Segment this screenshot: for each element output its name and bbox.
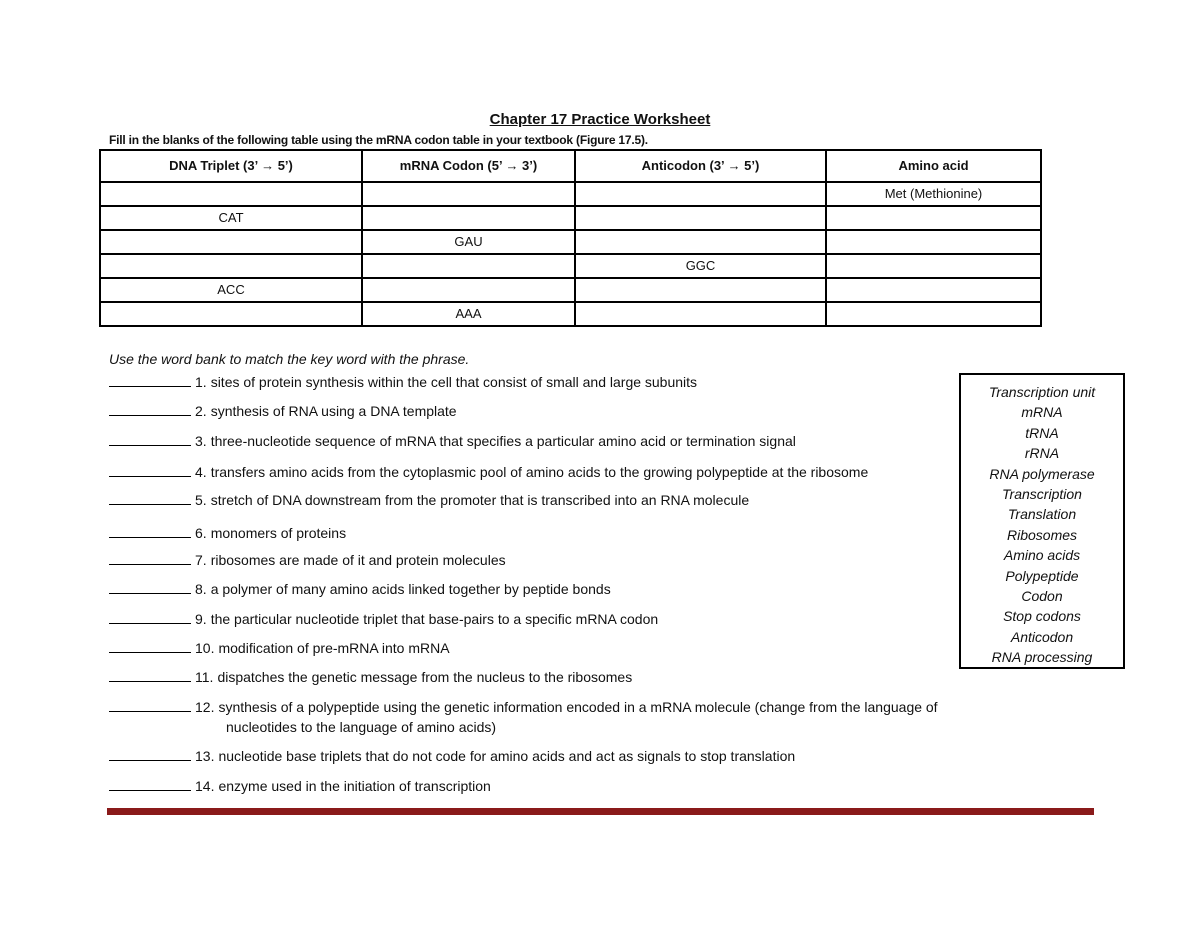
header-anticodon: Anticodon (3’ → 5’) <box>575 150 826 182</box>
question-item: 1. sites of protein synthesis within the cell that consist of small and large subunits <box>109 372 697 392</box>
answer-blank[interactable] <box>109 667 191 682</box>
question-item: 8. a polymer of many amino acids linked together by peptide bonds <box>109 579 611 599</box>
word-bank-item: Codon <box>1021 588 1063 605</box>
table-cell[interactable]: AAA <box>362 302 575 326</box>
table-cell[interactable] <box>575 278 826 302</box>
word-bank-item: mRNA <box>1021 404 1063 421</box>
question-text: dispatches the genetic message from the nucleus to the ribosomes <box>217 669 633 685</box>
question-text: nucleotide base triplets that do not code for amino acids and act as signals to stop translation <box>218 748 796 764</box>
header-mrna-codon: mRNA Codon (5’ → 3’) <box>362 150 575 182</box>
question-item: 5. stretch of DNA downstream from the promoter that is transcribed into an RNA molecule <box>109 490 749 510</box>
table-cell[interactable] <box>100 182 362 206</box>
table-cell[interactable] <box>826 206 1041 230</box>
word-bank-item: Transcription unit <box>988 384 1096 400</box>
codon-table <box>99 149 1042 327</box>
word-bank-item: Anticodon <box>1010 628 1074 645</box>
question-text: stretch of DNA downstream from the promoter that is transcribed into an RNA molecule <box>210 492 750 508</box>
table-cell[interactable]: GAU <box>362 230 575 254</box>
table-cell[interactable] <box>100 254 362 278</box>
question-item: 12. synthesis of a polypeptide using the genetic information encoded in a mRNA molecule (change from the language of nucleotides to the language of amino acids) <box>109 697 938 737</box>
answer-blank[interactable] <box>109 462 191 477</box>
question-item: 2. synthesis of RNA using a DNA template <box>109 401 457 421</box>
word-bank-item: Stop codons <box>1003 608 1081 625</box>
question-text: sites of protein synthesis within the cell that consist of small and large subunits <box>210 374 698 390</box>
word-bank-box <box>959 373 1125 669</box>
question-item: 6. monomers of proteins <box>109 523 346 543</box>
word-bank-item: RNA polymerase <box>989 465 1095 482</box>
question-text: synthesis of RNA using a DNA template <box>210 403 457 419</box>
question-text-continuation: nucleotides to the language of amino acids) <box>226 719 497 735</box>
answer-blank[interactable] <box>109 523 191 538</box>
question-text: enzyme used in the initiation of transcription <box>218 778 491 794</box>
table-cell[interactable] <box>826 254 1041 278</box>
table-cell[interactable]: CAT <box>100 206 362 230</box>
answer-blank[interactable] <box>109 776 191 791</box>
question-item: 7. ribosomes are made of it and protein molecules <box>109 550 506 570</box>
table-row <box>100 302 1041 326</box>
word-bank-item: tRNA <box>1025 424 1059 441</box>
table-row <box>100 278 1041 302</box>
question-text: modification of pre-mRNA into mRNA <box>218 640 450 656</box>
answer-blank[interactable] <box>109 431 191 446</box>
table-cell[interactable] <box>826 302 1041 326</box>
table-cell[interactable]: ACC <box>100 278 362 302</box>
question-item: 14. enzyme used in the initiation of transcription <box>109 776 491 796</box>
answer-blank[interactable] <box>109 697 191 712</box>
question-text: the particular nucleotide triplet that base-pairs to a specific mRNA codon <box>210 611 659 627</box>
word-bank-item: Transcription <box>1002 486 1082 503</box>
question-text: monomers of proteins <box>210 525 347 541</box>
word-bank-instructions: Use the word bank to match the key word with the phrase. <box>109 351 470 367</box>
table-cell[interactable] <box>362 254 575 278</box>
word-bank-item: Amino acids <box>1003 547 1081 564</box>
question-text: transfers amino acids from the cytoplasmic pool of amino acids to the growing polypeptide at the ribosome <box>210 464 869 480</box>
question-item: 3. three-nucleotide sequence of mRNA that specifies a particular amino acid or termination signal <box>109 431 796 451</box>
header-dna-triplet: DNA Triplet (3’ → 5’) <box>100 150 362 182</box>
table-cell[interactable] <box>826 230 1041 254</box>
table-cell[interactable]: Met (Methionine) <box>826 182 1041 206</box>
table-instructions: Fill in the blanks of the following table using the mRNA codon table in your textbook (Figure 17.5). <box>109 133 648 147</box>
table-row <box>100 254 1041 278</box>
answer-blank[interactable] <box>109 372 191 387</box>
word-bank-item: rRNA <box>1024 445 1060 462</box>
table-cell[interactable] <box>362 206 575 230</box>
footer-divider-bar <box>107 808 1094 815</box>
table-cell[interactable] <box>362 182 575 206</box>
answer-blank[interactable] <box>109 638 191 653</box>
question-text: three-nucleotide sequence of mRNA that specifies a particular amino acid or termination signal <box>210 433 796 449</box>
table-row <box>100 230 1041 254</box>
worksheet-title: Chapter 17 Practice Worksheet <box>489 111 711 128</box>
question-item: 4. transfers amino acids from the cytoplasmic pool of amino acids to the growing polypeptide at the ribosome <box>109 462 868 482</box>
table-cell[interactable] <box>575 302 826 326</box>
answer-blank[interactable] <box>109 746 191 761</box>
word-bank-item: Polypeptide <box>1005 567 1079 584</box>
table-cell[interactable] <box>575 206 826 230</box>
answer-blank[interactable] <box>109 401 191 416</box>
question-item: 13. nucleotide base triplets that do not code for amino acids and act as signals to stop translation <box>109 746 795 766</box>
question-text: ribosomes are made of it and protein molecules <box>210 552 506 568</box>
question-item: 11. dispatches the genetic message from the nucleus to the ribosomes <box>109 667 632 687</box>
table-cell[interactable] <box>100 302 362 326</box>
word-bank-item: Translation <box>1007 506 1077 523</box>
table-cell[interactable] <box>362 278 575 302</box>
word-bank-item: RNA processing <box>991 649 1093 666</box>
question-text: synthesis of a polypeptide using the genetic information encoded in a mRNA molecule (change from the language of <box>218 699 938 715</box>
question-text: a polymer of many amino acids linked together by peptide bonds <box>210 581 611 597</box>
word-bank-item: Ribosomes <box>1006 526 1078 543</box>
table-cell[interactable] <box>575 230 826 254</box>
answer-blank[interactable] <box>109 609 191 624</box>
table-cell[interactable] <box>575 182 826 206</box>
header-amino-acid: Amino acid <box>826 150 1041 182</box>
answer-blank[interactable] <box>109 490 191 505</box>
answer-blank[interactable] <box>109 579 191 594</box>
table-cell[interactable] <box>826 278 1041 302</box>
table-cell[interactable] <box>100 230 362 254</box>
table-cell[interactable]: GGC <box>575 254 826 278</box>
table-row <box>100 182 1041 206</box>
table-row <box>100 206 1041 230</box>
answer-blank[interactable] <box>109 550 191 565</box>
table-header-row <box>100 150 1041 182</box>
question-item: 9. the particular nucleotide triplet that base-pairs to a specific mRNA codon <box>109 609 658 629</box>
question-item: 10. modification of pre-mRNA into mRNA <box>109 638 450 658</box>
